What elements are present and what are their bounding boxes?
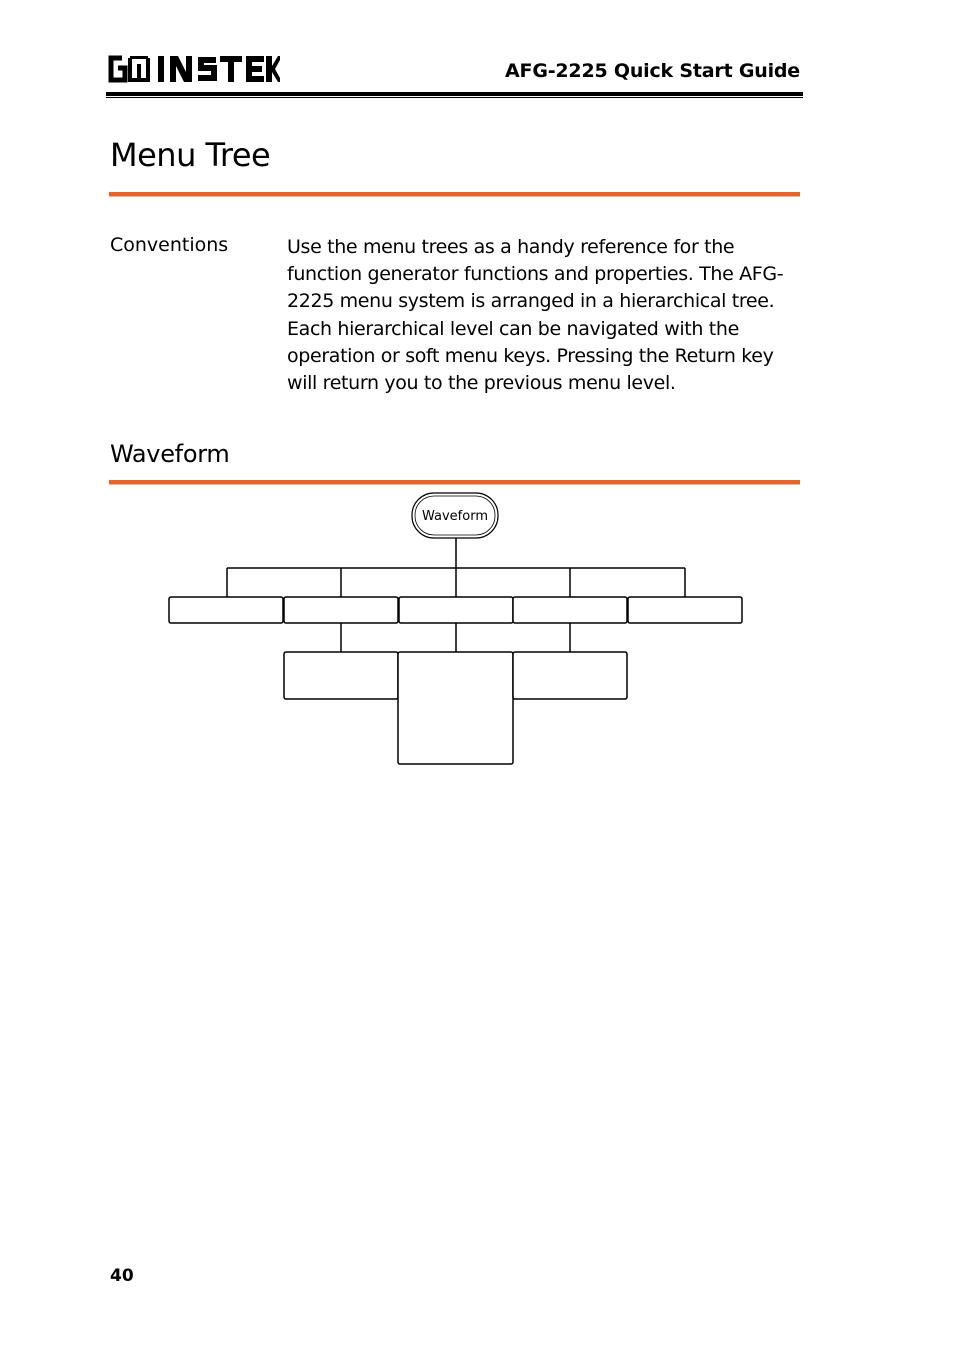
- header-rule-thin: [106, 97, 803, 98]
- tree-root-label: Waveform: [422, 509, 488, 524]
- header-rule: [106, 92, 803, 96]
- tree-node-l1-5: [628, 597, 742, 623]
- tree-node-l2-3: [513, 652, 627, 699]
- tree-node-l1-2: [284, 597, 398, 623]
- tree-node-l2-2: [398, 652, 513, 764]
- tree-root-node: [412, 493, 498, 538]
- tree-node-l1-3: [399, 597, 513, 623]
- section-heading: Waveform: [110, 440, 230, 468]
- tree-node-l1-4: [513, 597, 627, 623]
- tree-node-l2-1: [284, 652, 398, 699]
- document-title: AFG-2225 Quick Start Guide: [505, 60, 800, 82]
- conventions-label: Conventions: [110, 234, 229, 256]
- section-underline: [109, 480, 800, 484]
- tree-node-l1-1: [169, 597, 283, 623]
- page-number: 40: [110, 1266, 134, 1286]
- page-title: Menu Tree: [110, 136, 271, 174]
- gw-instek-logo: [108, 54, 280, 84]
- tree-level1: [169, 597, 742, 623]
- conventions-text: Use the menu trees as a handy reference for the function generator functions and properties. The AFG-2225 menu system is arranged in a hierarchical tree. Each hierarchical level can be navigated with the operation or soft menu keys. Pressing the Return key will return you to the previous menu level.: [287, 236, 784, 395]
- title-underline: [109, 192, 800, 196]
- tree-level2: [284, 652, 627, 764]
- tree-connectors: [227, 538, 685, 652]
